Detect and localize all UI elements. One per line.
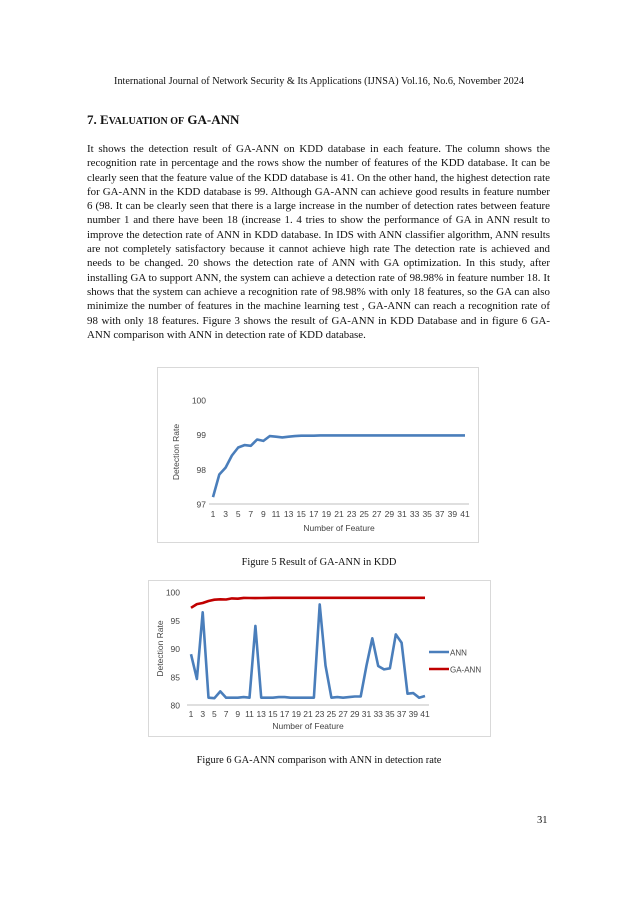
x-tick-label: 41	[460, 509, 470, 519]
figure-5-chart	[157, 367, 479, 543]
figure-5-caption: Figure 5 Result of GA-ANN in KDD	[241, 557, 397, 568]
x-tick-label: 39	[447, 509, 458, 519]
x-tick-label: 1	[210, 509, 216, 519]
x-tick-label: 1	[188, 709, 194, 719]
x-tick-label: 17	[279, 709, 290, 719]
section-title-smallcaps: VALUATION OF	[108, 116, 185, 127]
x-tick-label: 25	[326, 709, 337, 719]
section-title-rest: GA-ANN	[184, 112, 240, 127]
x-tick-label: 37	[396, 709, 407, 719]
x-tick-label: 23	[346, 509, 357, 519]
figure-6-chart	[148, 580, 491, 737]
x-tick-label: 19	[321, 509, 332, 519]
x-tick-label: 3	[223, 509, 228, 519]
x-tick-label: 29	[384, 509, 395, 519]
x-tick-label: 11	[271, 509, 281, 519]
y-axis-title: Detection Rate	[155, 620, 165, 677]
legend-label-ann: ANN	[450, 648, 467, 658]
x-axis-title: Number of Feature	[303, 523, 375, 533]
x-tick-label: 13	[283, 509, 294, 519]
y-tick-label: 90	[170, 644, 180, 654]
x-tick-label: 23	[314, 709, 325, 719]
x-tick-label: 17	[309, 509, 319, 519]
x-tick-label: 5	[212, 709, 217, 719]
x-tick-label: 29	[350, 709, 360, 719]
y-axis-title: Detection Rate	[171, 423, 181, 481]
x-tick-label: 33	[409, 509, 420, 519]
ga-ann-series-line	[191, 598, 425, 608]
page-number: 31	[537, 815, 548, 826]
x-tick-label: 21	[303, 709, 313, 719]
y-tick-label: 100	[191, 395, 206, 406]
x-tick-label: 9	[235, 709, 241, 719]
x-tick-label: 41	[420, 709, 430, 719]
x-tick-label: 9	[261, 509, 266, 519]
x-tick-label: 15	[296, 509, 306, 519]
body-paragraph: It shows the detection result of GA-ANN on KDD database in each feature. The column shows the recognition rate in percentage and the rows show the number of features of the KDD database. It can be clearly seen that the feature value of the KDD database is 41. On the other hand, the highest detection rate for GA-ANN in the KDD database is 99. Although GA-ANN can achieve good results in feature number 6 (98. It can be clearly seen that there is a large increase in the number of detection rates between feature number 1 and there have been 18 (increase 1. 4 tries to show the performance of GA in ANN result to improve the detection rate of ANN in KDD database. In IDS with ANN classifier algorithm, ANN results are not completely satisfactory because it cannot achieve high rate The detection rate is achieved and needs to be changed. 20 shows the detection rate of ANN with GA optimization. In this study, after installing GA to support ANN, the system can achieve a detection rate of 98.98% in feature number 18. It shows that the system can achieve a recognition rate of 98.98% with only 18 features, so the GA can also minimize the number of features in the machine learning test , GA-ANN can reach a recognition rate of 98 with only 18 features. Figure 3 shows the result of GA-ANN in KDD Database and in figure 6 GA-ANN comparison with ANN in detection rate of KDD database.	[87, 143, 550, 341]
x-axis-title: Number of Feature	[272, 721, 344, 731]
x-tick-label: 27	[338, 709, 348, 719]
x-tick-label: 7	[248, 509, 254, 519]
x-tick-label: 19	[291, 709, 302, 719]
y-tick-label: 98	[196, 464, 206, 475]
x-tick-label: 33	[373, 709, 383, 719]
ann-series-line	[191, 604, 425, 698]
x-tick-label: 39	[408, 709, 419, 719]
x-tick-label: 31	[397, 509, 407, 519]
y-tick-label: 100	[165, 587, 180, 598]
x-tick-label: 25	[359, 509, 369, 519]
x-tick-label: 7	[223, 709, 229, 719]
y-tick-label: 80	[170, 700, 180, 711]
x-tick-label: 13	[256, 709, 266, 719]
y-tick-label: 99	[196, 430, 206, 441]
y-tick-label: 97	[196, 499, 206, 510]
x-tick-label: 15	[268, 709, 278, 719]
x-tick-label: 35	[385, 709, 395, 719]
x-tick-label: 31	[361, 709, 372, 719]
journal-header: International Journal of Network Security & Its Applications (IJNSA) Vol.16, No.6, November 2024	[114, 76, 524, 87]
x-tick-label: 27	[372, 509, 382, 519]
legend-label-ga-ann: GA-ANN	[450, 665, 482, 675]
x-tick-label: 3	[200, 709, 206, 719]
x-tick-label: 11	[245, 709, 254, 719]
figure-6-svg	[149, 581, 490, 736]
section-title-number: 7. E	[87, 112, 109, 127]
y-tick-label: 85	[170, 672, 180, 683]
figure-5-svg	[158, 368, 478, 542]
x-tick-label: 5	[235, 509, 241, 519]
x-tick-label: 21	[334, 509, 344, 519]
y-tick-label: 95	[170, 615, 180, 626]
x-tick-label: 35	[422, 509, 432, 519]
figure-6-caption: Figure 6 GA-ANN comparison with ANN in detection rate	[196, 755, 442, 766]
section-title	[87, 112, 239, 128]
x-tick-label: 37	[435, 509, 445, 519]
series-line	[213, 435, 465, 497]
